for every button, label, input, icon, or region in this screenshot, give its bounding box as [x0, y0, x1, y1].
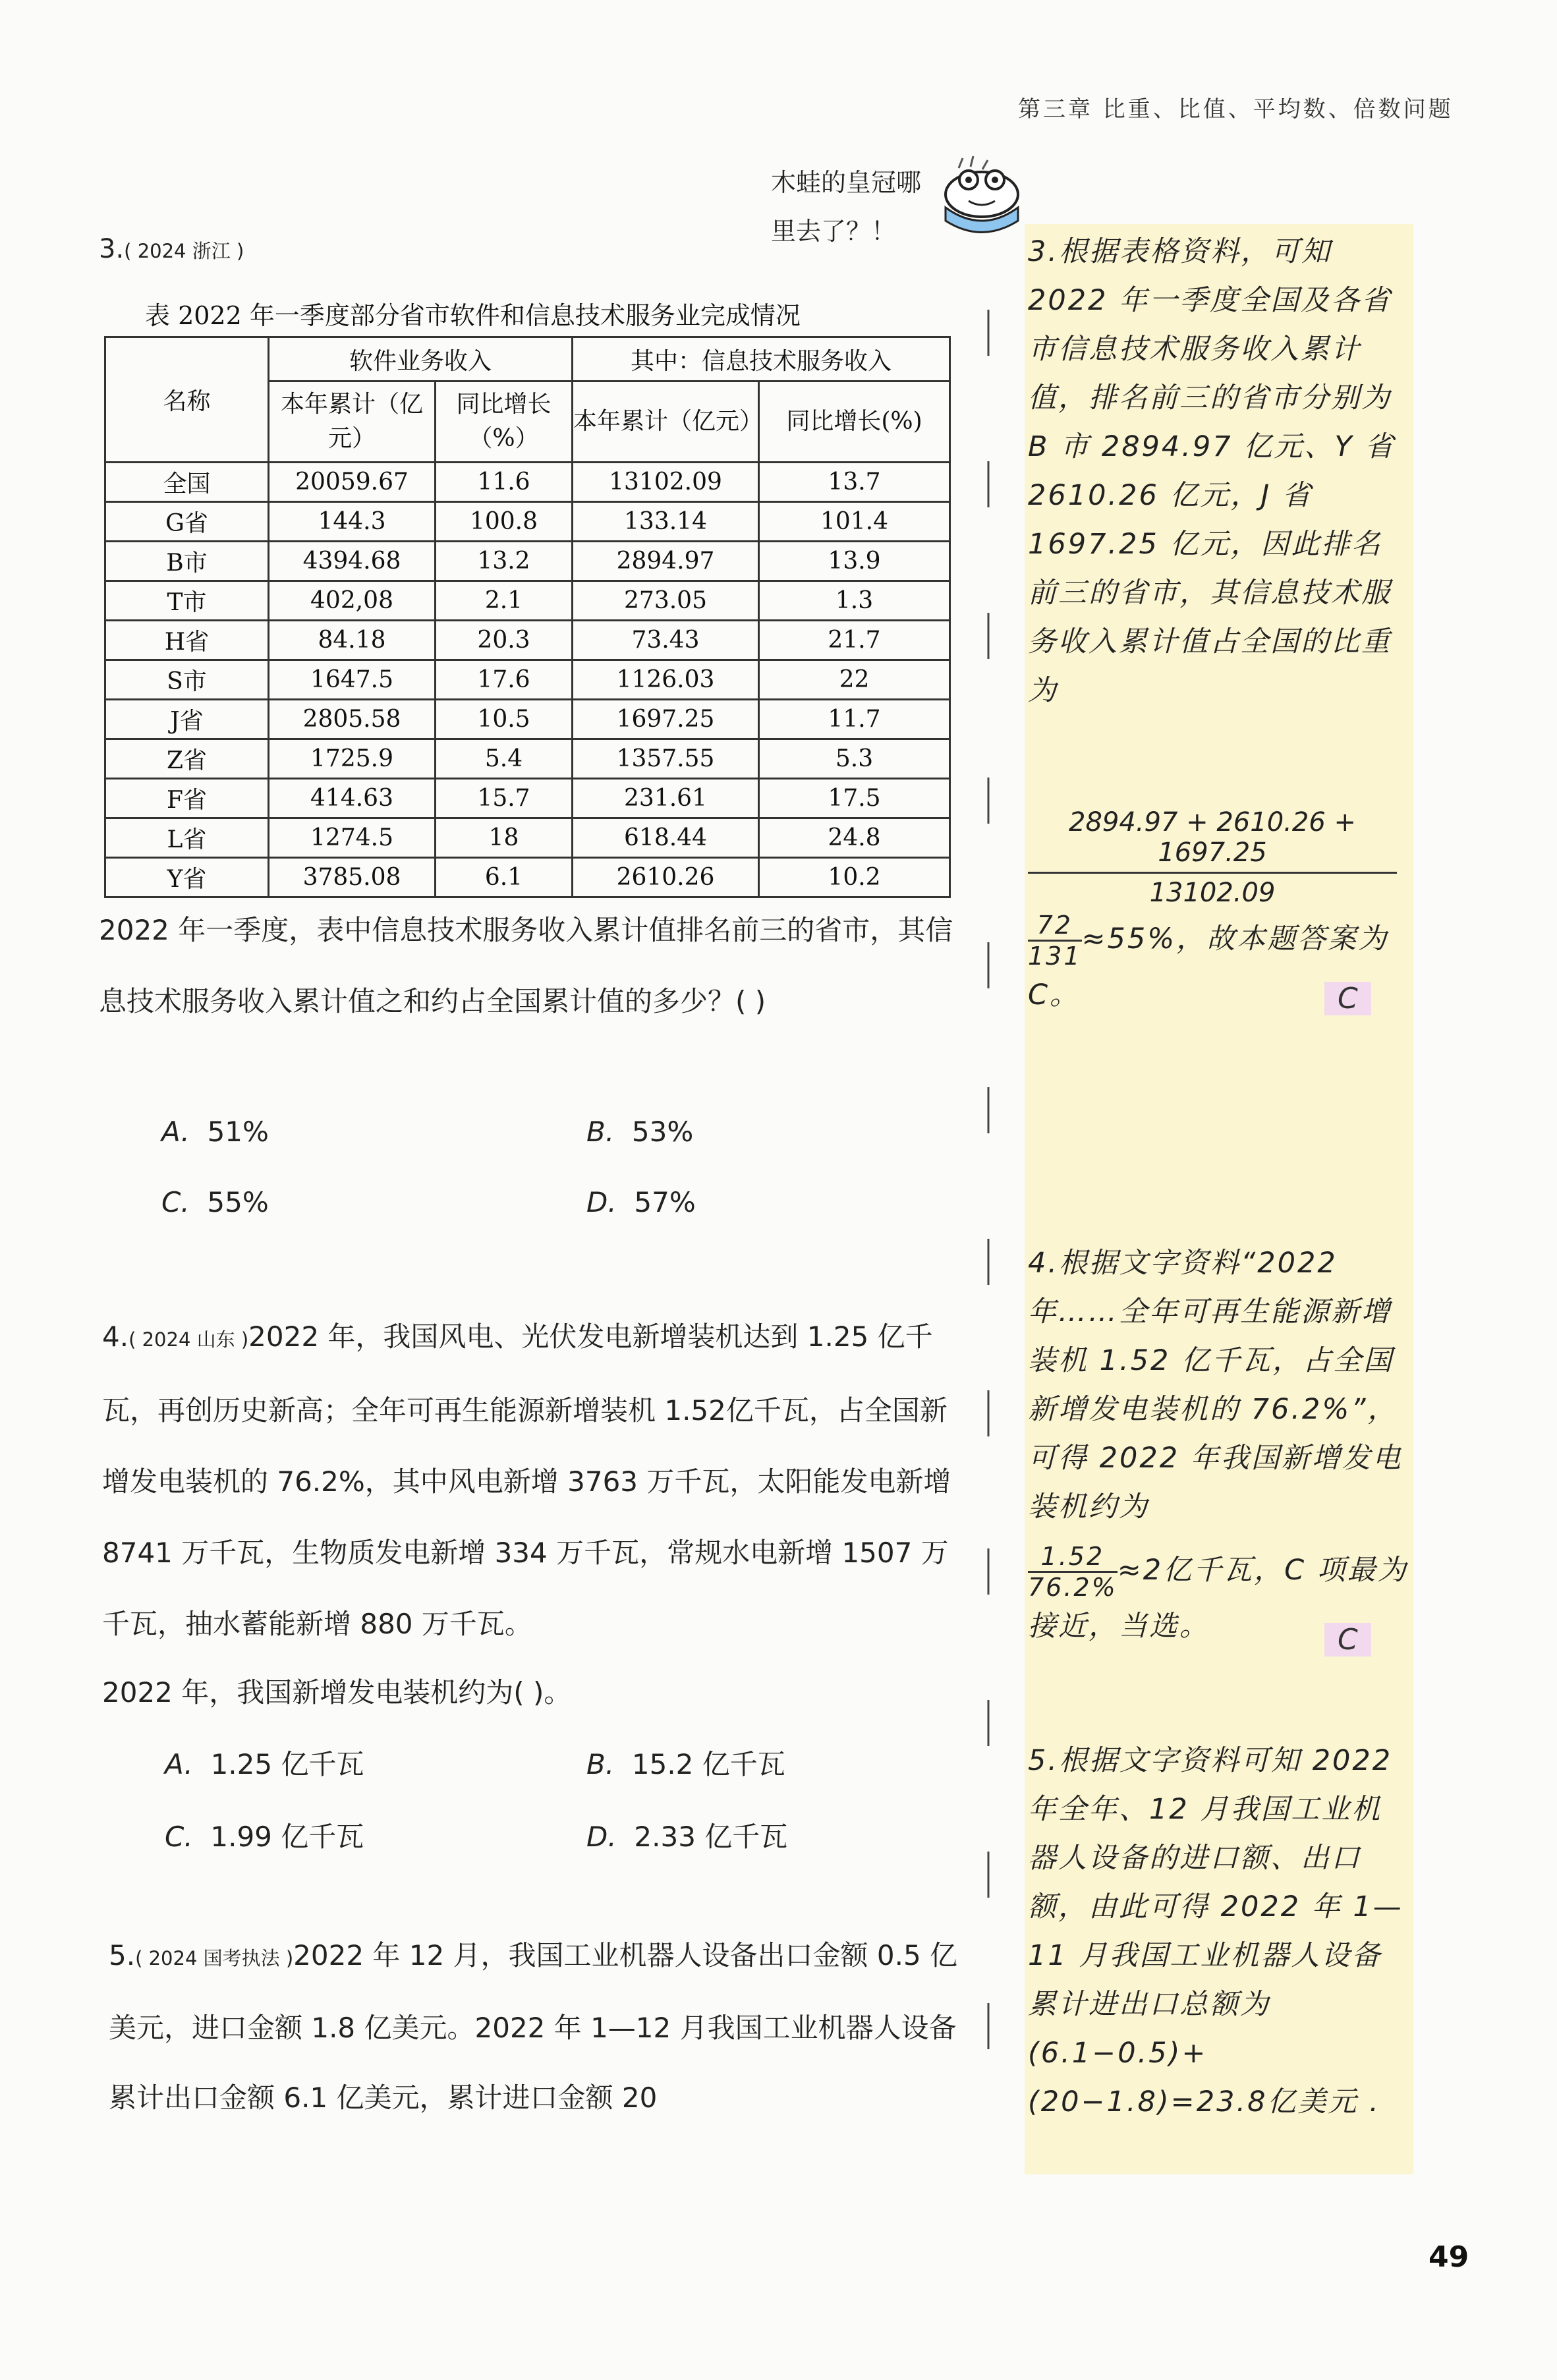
table-cell-value: 273.05: [573, 581, 759, 621]
q3-table-title: 表 2022 年一季度部分省市软件和信息技术服务业完成情况: [145, 301, 801, 330]
table-cell-value: 402,08: [269, 581, 436, 621]
table-cell-value: 1274.5: [269, 818, 436, 858]
table-cell-value: 22: [759, 660, 950, 700]
q3-heading: [99, 234, 244, 264]
q5-number: 5.: [109, 1939, 136, 1971]
col-header-it-cumulative: 本年累计（亿元）: [573, 382, 759, 463]
table-cell-region: F省: [105, 779, 269, 818]
table-cell-value: 2.1: [436, 581, 573, 621]
table-cell-value: 1647.5: [269, 660, 436, 700]
q4-body: [102, 1301, 959, 1660]
approx-denominator: 131: [1028, 942, 1082, 971]
table-cell-value: 4394.68: [269, 542, 436, 581]
table-cell-value: 100.8: [436, 502, 573, 542]
table-cell-region: B市: [105, 542, 269, 581]
q4-option-a: [165, 1743, 364, 1782]
option-label: D.: [586, 1821, 617, 1853]
q4-text: 2022 年，我国风电、光伏发电新增装机达到 1.25 亿千瓦，再创历史新高；全年可再生能源新增装机 1.52亿千瓦，占全国新增发电装机的 76.2%，其中风电新增 3763 万千瓦，太阳能发电新增 8741 万千瓦，生物质发电新增 334 万千瓦，常规水电新增 1507 万千瓦，抽水蓄能新增 880 万千瓦。: [102, 1320, 951, 1640]
option-value: 1.99 亿千瓦: [210, 1821, 364, 1853]
fraction-denominator: 76.2%: [1028, 1573, 1118, 1602]
note-q3-answer-highlight: C: [1324, 982, 1371, 1015]
table-cell-value: 13.2: [436, 542, 573, 581]
col-header-growth: 同比增长（%）: [436, 382, 573, 463]
q5-body: [109, 1921, 959, 2133]
table-cell-value: 5.3: [759, 739, 950, 779]
table-cell-region: Z省: [105, 739, 269, 779]
table-cell-value: 2805.58: [269, 700, 436, 739]
frog-mascot-icon: [932, 155, 1031, 247]
table-cell-region: J省: [105, 700, 269, 739]
note-q3-fraction: [1028, 807, 1397, 908]
table-cell-value: 10.2: [759, 858, 950, 897]
page-number: 49: [1429, 2240, 1469, 2274]
table-cell-value: 11.7: [759, 700, 950, 739]
option-value: 2.33 亿千瓦: [634, 1821, 788, 1853]
q3-question: 2022 年一季度，表中信息技术服务收入累计值排名前三的省市，其信息技术服务收入累计值之和约占全国累计值的多少？( ): [99, 914, 953, 1017]
table-row: [105, 660, 950, 700]
fraction-numerator: 1.52: [1028, 1542, 1118, 1573]
note-q3-conclusion-text: ≈55%，故本题答案为 C。: [1028, 922, 1389, 1011]
table-row: [105, 581, 950, 621]
table-cell-region: T市: [105, 581, 269, 621]
table-cell-value: 24.8: [759, 818, 950, 858]
option-value: 57%: [634, 1186, 696, 1218]
option-value: 51%: [207, 1116, 269, 1148]
option-label: A.: [161, 1116, 190, 1148]
q3-option-d: [586, 1186, 696, 1218]
table-cell-value: 144.3: [269, 502, 436, 542]
q4-source: ( 2024 山东 ): [128, 1328, 249, 1351]
table-cell-value: 3785.08: [269, 858, 436, 897]
table-cell-value: 2610.26: [573, 858, 759, 897]
q4-option-b: [586, 1743, 785, 1782]
table-row: [105, 779, 950, 818]
chapter-header: 第三章 比重、比值、平均数、倍数问题: [1018, 96, 1454, 123]
q4-option-d: [586, 1815, 787, 1855]
table-cell-value: 21.7: [759, 621, 950, 660]
table-cell-value: 6.1: [436, 858, 573, 897]
q4-option-c: [165, 1815, 364, 1855]
option-label: B.: [586, 1748, 615, 1780]
q5-source: ( 2024 国考执法 ): [135, 1947, 294, 1969]
table-cell-value: 5.4: [436, 739, 573, 779]
note-q3-text: 3.根据表格资料，可知 2022 年一季度全国及各省市信息技术服务收入累计值，排名前三的省市分别为 B 市 2894.97 亿元、Y 省 2610.26 亿元，J 省 1697.25 亿元，因此排名前三的省市，其信息技术服务收入累计值占全国的比重为: [1028, 235, 1396, 707]
option-value: 53%: [631, 1116, 694, 1148]
approx-numerator: 72: [1028, 911, 1082, 942]
table-cell-region: Y省: [105, 858, 269, 897]
fraction-numerator: 2894.97 + 2610.26 + 1697.25: [1028, 807, 1397, 874]
option-value: 55%: [207, 1186, 269, 1218]
table-cell-value: 1357.55: [573, 739, 759, 779]
q3-option-b: [586, 1116, 693, 1148]
table-header-row: [105, 337, 950, 382]
q3-source: ( 2024 浙江 ): [124, 240, 244, 262]
col-group-software: 软件业务收入: [269, 337, 573, 382]
option-label: C.: [161, 1186, 190, 1218]
table-cell-value: 17.6: [436, 660, 573, 700]
table-row: [105, 463, 950, 502]
table-cell-value: 13.7: [759, 463, 950, 502]
q3-option-c: [161, 1186, 269, 1218]
table-cell-value: 11.6: [436, 463, 573, 502]
table-cell-value: 15.7: [436, 779, 573, 818]
col-group-it-service: 其中：信息技术服务收入: [573, 337, 950, 382]
table-row: [105, 818, 950, 858]
table-cell-value: 2894.97: [573, 542, 759, 581]
col-header-cumulative: 本年累计（亿元）: [269, 382, 436, 463]
table-cell-region: L省: [105, 818, 269, 858]
table-cell-value: 18: [436, 818, 573, 858]
table-cell-value: 1725.9: [269, 739, 436, 779]
table-row: [105, 621, 950, 660]
table-cell-value: 618.44: [573, 818, 759, 858]
q4-number: 4.: [102, 1320, 129, 1353]
option-value: 15.2 亿千瓦: [631, 1748, 785, 1780]
table-cell-value: 1.3: [759, 581, 950, 621]
table-cell-region: 全国: [105, 463, 269, 502]
table-cell-value: 17.5: [759, 779, 950, 818]
approx-fraction: [1028, 911, 1082, 971]
option-label: B.: [586, 1116, 615, 1148]
table-cell-region: H省: [105, 621, 269, 660]
option-label: C.: [165, 1821, 193, 1853]
table-cell-value: 133.14: [573, 502, 759, 542]
mascot-caption-line2: 里去了？！: [771, 217, 897, 246]
table-cell-value: 1126.03: [573, 660, 759, 700]
table-cell-value: 1697.25: [573, 700, 759, 739]
q5-text: 2022 年 12 月，我国工业机器人设备出口金额 0.5 亿美元，进口金额 1.8 亿美元。2022 年 1—12 月我国工业机器人设备累计出口金额 6.1 亿美元，累计进口金额 20: [109, 1939, 958, 2114]
table-cell-value: 414.63: [269, 779, 436, 818]
table-row: [105, 858, 950, 897]
table-cell-value: 20.3: [436, 621, 573, 660]
table-cell-region: G省: [105, 502, 269, 542]
table-cell-value: 13102.09: [573, 463, 759, 502]
note-q4-conclusion-text: ≈2亿千瓦，C 项最为接近，当选。: [1028, 1554, 1408, 1643]
table-cell-value: 13.9: [759, 542, 950, 581]
table-cell-value: 101.4: [759, 502, 950, 542]
table-cell-region: S市: [105, 660, 269, 700]
table-cell-value: 20059.67: [269, 463, 436, 502]
note-q4-answer-highlight: C: [1324, 1623, 1371, 1657]
note-q4-text: 4.根据文字资料“2022 年……全年可再生能源新增装机 1.52 亿千瓦，占全国新增发电装机的 76.2%”，可得 2022 年我国新增发电装机约为: [1028, 1247, 1403, 1523]
q3-option-a: [161, 1116, 269, 1148]
option-label: D.: [586, 1186, 617, 1218]
fraction-denominator: 13102.09: [1149, 878, 1276, 908]
table-row: [105, 739, 950, 779]
table-cell-value: 10.5: [436, 700, 573, 739]
q4-question: 2022 年，我国新增发电装机约为( )。: [102, 1676, 572, 1709]
table-row: [105, 502, 950, 542]
q4-fraction: [1028, 1542, 1118, 1602]
option-value: 1.25 亿千瓦: [210, 1748, 364, 1780]
margin-pen-marks: [985, 297, 992, 2076]
q3-number: 3.: [99, 234, 125, 264]
table-cell-value: 84.18: [269, 621, 436, 660]
table-row: [105, 700, 950, 739]
mascot-caption-line1: 木蛙的皇冠哪: [771, 168, 922, 197]
note-q5-text: 5.根据文字资料可知 2022 年全年、12 月我国工业机器人设备的进口额、出口额，由此可得 2022 年 1—11 月我国工业机器人设备累计进出口总额为(6.1−0.5)+(20−1.8)=23.8亿美元 .: [1028, 1744, 1403, 2118]
table-row: [105, 542, 950, 581]
table-cell-value: 73.43: [573, 621, 759, 660]
q3-data-table: [104, 336, 951, 898]
col-header-name: 名称: [105, 337, 269, 463]
table-cell-value: 231.61: [573, 779, 759, 818]
option-label: A.: [165, 1748, 193, 1780]
col-header-it-growth: 同比增长(%): [759, 382, 950, 463]
